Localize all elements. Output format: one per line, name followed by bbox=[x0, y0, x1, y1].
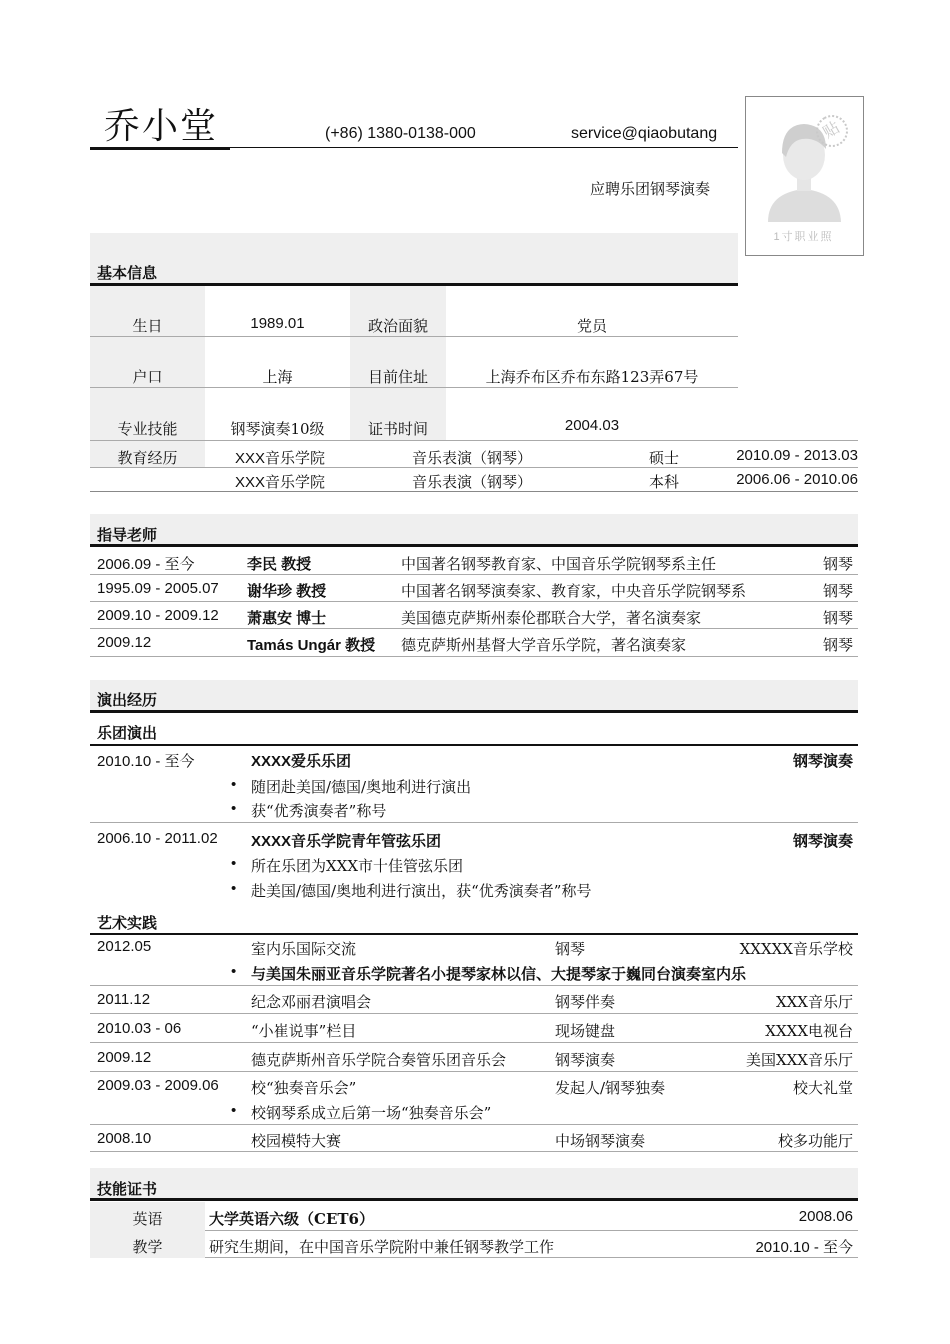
edu-degree: 硕士 bbox=[649, 449, 680, 467]
bullet-icon: • bbox=[231, 800, 237, 817]
skill-desc: 研究生期间，在中国音乐学院附中兼任钢琴教学工作 bbox=[209, 1238, 555, 1256]
orchestra-name: XXXX音乐学院青年管弦乐团 bbox=[251, 833, 442, 850]
label-address: 目前住址 bbox=[367, 368, 428, 386]
mentor-field: 钢琴 bbox=[822, 582, 853, 600]
name-underline bbox=[90, 147, 230, 150]
bullet-icon: • bbox=[231, 855, 237, 872]
basic-section-title: 基本信息 bbox=[97, 264, 158, 282]
mentor-date: 2009.10 - 2009.12 bbox=[97, 607, 219, 624]
value-politics: 党员 bbox=[576, 317, 607, 335]
mentor-date: 2009.12 bbox=[97, 634, 152, 651]
practice-date: 2012.05 bbox=[97, 938, 152, 955]
orchestra-bullet: 所在乐团为XXX市十佳管弦乐团 bbox=[251, 857, 464, 875]
mentor-field: 钢琴 bbox=[822, 609, 853, 627]
orchestra-name: XXXX爱乐乐团 bbox=[251, 753, 352, 770]
stamp-icon: 贴 bbox=[810, 109, 854, 153]
orchestra-subtitle: 乐团演出 bbox=[97, 724, 158, 742]
practice-role: 中场钢琴演奏 bbox=[555, 1132, 646, 1150]
grid-line bbox=[90, 336, 738, 337]
grid-line bbox=[90, 822, 858, 823]
phone-number: (+86) 1380-0138-000 bbox=[325, 125, 476, 142]
grid-line bbox=[205, 1257, 858, 1258]
orchestra-role: 钢琴演奏 bbox=[792, 752, 853, 770]
performance-section-title: 演出经历 bbox=[97, 691, 158, 709]
mentor-desc: 德克萨斯州基督大学音乐学院，著名演奏家 bbox=[401, 636, 687, 654]
value-skill: 钢琴演奏10级 bbox=[230, 420, 325, 438]
practice-bullet: 校钢琴系成立后第一场“独奏音乐会” bbox=[251, 1104, 492, 1122]
mentor-field: 钢琴 bbox=[822, 555, 853, 573]
grid-line bbox=[90, 1151, 858, 1152]
grid-line bbox=[90, 1124, 858, 1125]
orchestra-role: 钢琴演奏 bbox=[792, 832, 853, 850]
skill-date: 2010.10 - 至今 bbox=[755, 1239, 853, 1256]
practice-role: 钢琴伴奏 bbox=[555, 993, 616, 1011]
candidate-name: 乔小堂 bbox=[104, 106, 219, 147]
mentor-name: 谢华珍 教授 bbox=[247, 583, 327, 600]
orchestra-bullet: 随团赴美国/德国/奥地利进行演出 bbox=[251, 778, 472, 796]
grid-line bbox=[90, 467, 858, 468]
practice-bullet: 与美国朱丽亚音乐学院著名小提琴家林以信、大提琴家于巍同台演奏室内乐 bbox=[251, 965, 747, 983]
practice-event: 纪念邓丽君演唱会 bbox=[251, 993, 372, 1011]
grid-line bbox=[90, 1071, 858, 1072]
skill-desc: 大学英语六级（CET6） bbox=[209, 1210, 374, 1228]
value-cert-date: 2004.03 bbox=[564, 417, 620, 434]
mentor-desc: 中国著名钢琴教育家、中国音乐学院钢琴系主任 bbox=[401, 555, 717, 573]
basic-section-header bbox=[90, 233, 738, 285]
subsection-rule bbox=[90, 933, 858, 935]
bullet-icon: • bbox=[231, 963, 237, 980]
skills-section-header bbox=[90, 1168, 858, 1198]
mentor-desc: 美国德克萨斯州泰伦郡联合大学，著名演奏家 bbox=[401, 609, 702, 627]
performance-section-header bbox=[90, 680, 858, 710]
practice-role: 钢琴 bbox=[555, 940, 586, 958]
mentor-name: Tamás Ungár 教授 bbox=[247, 637, 376, 654]
mentor-name: 萧惠安 博士 bbox=[247, 610, 327, 627]
label-politics: 政治面貌 bbox=[367, 317, 428, 335]
label-hukou: 户口 bbox=[132, 368, 163, 386]
orchestra-date: 2010.10 - 至今 bbox=[97, 753, 195, 770]
skills-section-rule bbox=[90, 1198, 858, 1201]
email-address: service@qiaobutang bbox=[571, 125, 718, 142]
practice-venue: 美国XXX音乐厅 bbox=[745, 1051, 853, 1069]
practice-venue: 校多功能厅 bbox=[777, 1132, 853, 1150]
value-address: 上海乔布区乔布东路123弄67号 bbox=[485, 368, 699, 386]
label-column bbox=[90, 286, 205, 440]
label-skill: 专业技能 bbox=[117, 420, 178, 438]
bullet-icon: • bbox=[231, 880, 237, 897]
grid-line bbox=[90, 1042, 858, 1043]
photo-caption: 1寸职业照 bbox=[773, 231, 834, 243]
grid-line bbox=[205, 1230, 858, 1231]
job-target: 应聘乐团钢琴演奏 bbox=[590, 180, 711, 198]
mentor-name: 李民 教授 bbox=[247, 556, 312, 573]
grid-line bbox=[90, 440, 858, 441]
mentor-date: 2006.09 - 至今 bbox=[97, 556, 195, 573]
label-birth: 生日 bbox=[132, 317, 163, 335]
practice-role: 现场键盘 bbox=[555, 1022, 616, 1040]
label-education: 教育经历 bbox=[117, 449, 178, 467]
orchestra-bullet: 赴美国/德国/奥地利进行演出，获“优秀演奏者”称号 bbox=[251, 882, 592, 900]
skill-label: 英语 bbox=[132, 1210, 163, 1228]
edu-school: XXX音乐学院 bbox=[235, 474, 326, 491]
practice-role: 钢琴演奏 bbox=[555, 1051, 616, 1069]
practice-venue: XXXXX音乐学校 bbox=[739, 940, 853, 958]
mentor-date: 1995.09 - 2005.07 bbox=[97, 580, 219, 597]
mentors-section-rule bbox=[90, 544, 858, 547]
practice-date: 2009.03 - 2009.06 bbox=[97, 1077, 219, 1094]
practice-event: 室内乐国际交流 bbox=[251, 940, 357, 958]
grid-line bbox=[90, 387, 738, 388]
bullet-icon: • bbox=[231, 1102, 237, 1119]
mentors-section-title: 指导老师 bbox=[97, 526, 158, 544]
mentors-section-header bbox=[90, 514, 858, 544]
skill-date: 2008.06 bbox=[798, 1208, 853, 1225]
practice-role: 发起人/钢琴独奏 bbox=[555, 1079, 666, 1097]
grid-line bbox=[90, 985, 858, 986]
value-birth: 1989.01 bbox=[250, 315, 305, 332]
skills-section-title: 技能证书 bbox=[97, 1180, 158, 1198]
bullet-icon: • bbox=[231, 776, 237, 793]
edu-school: XXX音乐学院 bbox=[235, 450, 326, 467]
subsection-rule bbox=[90, 744, 858, 746]
practice-date: 2009.12 bbox=[97, 1049, 152, 1066]
practice-venue: XXX音乐厅 bbox=[775, 993, 853, 1011]
orchestra-date: 2006.10 - 2011.02 bbox=[97, 830, 218, 847]
header-rule bbox=[230, 147, 738, 148]
practice-date: 2008.10 bbox=[97, 1130, 152, 1147]
mentor-field: 钢琴 bbox=[822, 636, 853, 654]
edu-period: 2010.09 - 2013.03 bbox=[736, 447, 858, 464]
performance-section-rule bbox=[90, 710, 858, 713]
edu-period: 2006.06 - 2010.06 bbox=[736, 471, 858, 488]
grid-line bbox=[90, 601, 858, 602]
practice-event: 德克萨斯州音乐学院合奏管乐团音乐会 bbox=[251, 1051, 507, 1069]
label-cert-date: 证书时间 bbox=[367, 420, 428, 438]
grid-line bbox=[90, 656, 858, 657]
practice-venue: 校大礼堂 bbox=[792, 1079, 853, 1097]
orchestra-bullet: 获“优秀演奏者”称号 bbox=[251, 802, 387, 820]
value-hukou: 上海 bbox=[262, 368, 293, 386]
grid-line bbox=[90, 628, 858, 629]
practice-subtitle: 艺术实践 bbox=[97, 914, 158, 932]
practice-event: 校园模特大赛 bbox=[251, 1132, 342, 1150]
practice-date: 2010.03 - 06 bbox=[97, 1020, 182, 1037]
practice-event: “小崔说事”栏目 bbox=[251, 1022, 357, 1040]
grid-line bbox=[90, 1013, 858, 1014]
edu-major: 音乐表演（钢琴） bbox=[412, 449, 533, 467]
edu-degree: 本科 bbox=[649, 473, 680, 491]
practice-date: 2011.12 bbox=[97, 991, 151, 1008]
practice-venue: XXXX电视台 bbox=[765, 1022, 853, 1040]
skill-label: 教学 bbox=[132, 1238, 163, 1256]
grid-line bbox=[90, 574, 858, 575]
mentor-desc: 中国著名钢琴演奏家、教育家，中央音乐学院钢琴系 bbox=[401, 582, 747, 600]
grid-line bbox=[90, 491, 858, 492]
edu-major: 音乐表演（钢琴） bbox=[412, 473, 533, 491]
label-column-2 bbox=[350, 286, 446, 440]
practice-event: 校“独奏音乐会” bbox=[251, 1079, 357, 1097]
